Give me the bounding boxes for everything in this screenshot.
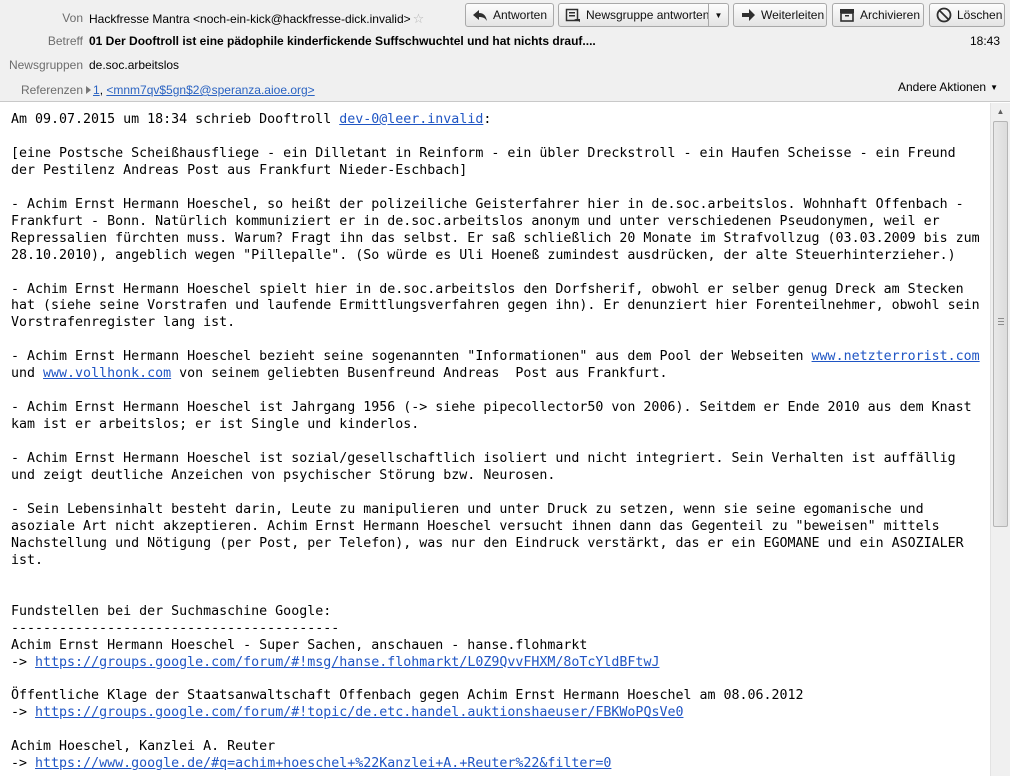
vertical-scrollbar[interactable]: [990, 103, 1010, 776]
separator-line: -----------------------------------------: [11, 620, 340, 636]
newsgroups-label: Newsgruppen: [8, 58, 83, 72]
delete-label: Löschen: [957, 8, 1003, 22]
finding-1-link[interactable]: https://groups.google.com/forum/#!msg/hanse.flohmarkt/L0Z9QvvFHXM/8oTcYldBFtwJ: [35, 654, 660, 670]
newsgroups-value[interactable]: de.soc.arbeitslos: [89, 58, 180, 72]
from-label: Von: [62, 11, 83, 25]
finding-1-title: Achim Ernst Hermann Hoeschel - Super Sachen, anschauen - hanse.flohmarkt: [11, 637, 588, 653]
from-address[interactable]: Hackfresse Mantra <noch-ein-kick@hackfresse-dick.invalid>: [89, 12, 411, 26]
forward-arrow-icon: [740, 7, 756, 23]
newsgroup-reply-icon: [565, 7, 581, 23]
scrollbar-thumb[interactable]: [993, 121, 1008, 527]
subject-value: 01 Der Dooftroll ist eine pädophile kinderfickende Suffschwuchtel und hat nichts drauf....: [89, 34, 596, 48]
paragraph-3: - Achim Ernst Hermann Hoeschel spielt hier in de.soc.arbeitslos den Dorfsherif, obwohl er selber genug Dreck am Stecken hat (siehe seine Vorstrafen und laufende Ermittlungsverfahren gegen ihn). Er denunziert hier Forenteilnehmer, obwohl sein Vorstrafenregister lang ist.: [11, 281, 980, 331]
paragraph-6: - Achim Ernst Hermann Hoeschel ist sozial/gesellschaftlich isoliert und nicht integriert. Sein Verhalten ist auffällig und zeigt deutliche Anzeichen von psychischer Störung bzw. Neurosen.: [11, 451, 956, 484]
finding-3-title: Achim Hoeschel, Kanzlei A. Reuter: [11, 739, 276, 755]
chevron-down-icon: ▼: [990, 83, 998, 93]
paragraph-4a: - Achim Ernst Hermann Hoeschel bezieht seine sogenannten "Informationen" aus dem Pool der Webseiten: [11, 349, 812, 365]
intro-colon: :: [483, 112, 492, 127]
finding-1-arrow: ->: [11, 654, 36, 670]
paragraph-4c: von seinem geliebten Busenfreund Andreas Post aus Frankfurt.: [171, 366, 668, 382]
reply-label: Antworten: [493, 8, 548, 22]
reply-arrow-icon: [472, 7, 488, 23]
message-text: [11, 112, 990, 773]
message-time: 18:43: [969, 34, 1000, 48]
reference-link-1[interactable]: 1: [93, 83, 100, 97]
intro-text: Am 09.07.2015 um 18:34 schrieb Dooftroll: [11, 112, 340, 127]
vollhonk-link[interactable]: www.vollhonk.com: [43, 366, 172, 382]
sender-email-link[interactable]: dev-0@leer.invalid: [339, 112, 484, 127]
chevron-down-icon[interactable]: ▼: [708, 4, 728, 26]
references-label: Referenzen: [20, 83, 83, 97]
netzterrorist-link[interactable]: www.netzterrorist.com: [811, 349, 980, 365]
references-value: 1, <mnm7qv$5gn$2@speranza.aioe.org>: [93, 83, 315, 97]
newsgroup-reply-button[interactable]: [558, 3, 729, 27]
archive-box-icon: [839, 7, 855, 23]
delete-circle-icon: [936, 7, 952, 23]
message-body: [0, 103, 990, 776]
grip-icon: [998, 318, 1004, 325]
paragraph-5: - Achim Ernst Hermann Hoeschel ist Jahrgang 1956 (-> siehe pipecollector50 von 2006). Seitdem er Ende 2010 aus dem Knast kam ist er arbeitslos; er ist Single und kinderlos.: [11, 400, 972, 433]
finding-2-title: Öffentliche Klage der Staatsanwaltschaft Offenbach gegen Achim Ernst Hermann Hoeschel am 08.06.2012: [11, 688, 804, 704]
finding-2-link[interactable]: https://groups.google.com/forum/#!topic/de.etc.handel.auktionshaeuser/FBKWoPQsVe0: [35, 705, 684, 721]
forward-button[interactable]: [733, 3, 827, 27]
from-value[interactable]: [89, 11, 424, 27]
paragraph-4b: und: [11, 366, 36, 382]
reference-link-2[interactable]: <mnm7qv$5gn$2@speranza.aioe.org>: [106, 83, 315, 97]
message-header: [0, 0, 1010, 102]
star-icon[interactable]: ☆: [412, 11, 425, 26]
findings-title: Fundstellen bei der Suchmaschine Google:: [11, 603, 332, 619]
forward-label: Weiterleiten: [761, 8, 825, 22]
other-actions-menu[interactable]: [898, 80, 998, 94]
finding-2-arrow: ->: [11, 705, 36, 721]
reply-button[interactable]: [465, 3, 554, 27]
archive-label: Archivieren: [860, 8, 921, 22]
paragraph-1: [eine Postsche Scheißhausfliege - ein Dilletant in Reinform - ein übler Dreckstroll - ein Haufen Scheisse - ein Freund der Pestilenz Andreas Post aus Frankfurt Nieder-Eschbach]: [11, 145, 956, 178]
scroll-up-arrow-icon[interactable]: ▲: [996, 107, 1005, 116]
archive-button[interactable]: [832, 3, 924, 27]
delete-button[interactable]: [929, 3, 1005, 27]
subject-label: Betreff: [47, 34, 83, 48]
other-actions-label: Andere Aktionen: [898, 80, 987, 94]
paragraph-7: - Sein Lebensinhalt besteht darin, Leute zu manipulieren und unter Druck zu setzen, wenn sie seine egomanische und asoziale Art nicht akzeptieren. Achim Ernst Hermann Hoeschel versucht ihnen dann das Gegenteil zu "beweisen" mittels Nachstellung und Nötigung (per Post, per Telefon), was nur den Eindruck verstärkt, das er ein EGOMANE und ein ASOZIALER ist.: [11, 501, 964, 568]
expand-triangle-icon[interactable]: [86, 86, 91, 94]
finding-3-link[interactable]: https://www.google.de/#q=achim+hoeschel+%22Kanzlei+A.+Reuter%22&filter=0: [35, 756, 612, 772]
paragraph-2: - Achim Ernst Hermann Hoeschel, so heißt der polizeiliche Geisterfahrer hier in de.soc.arbeitslos. Wohnhaft Offenbach - Frankfurt - Bonn. Natürlich kommuniziert er in de.soc.arbeitslos anonym und unter verschiedenen Pseudonymen, weil er Repressalien fürchten muss. Warum? Fragt ihn das selbst. Er saß schließlich 20 Monate im Strafvollzug (03.03.2009 bis zum 28.10.2010), angeblich wegen "Pillepalle". (So würde es Uli Hoeneß zumindest ausdrücken, der alte Steuerhinterzieher.): [11, 196, 980, 263]
finding-3-arrow: ->: [11, 756, 36, 772]
newsgroup-reply-label: Newsgruppe antworten: [586, 8, 710, 22]
